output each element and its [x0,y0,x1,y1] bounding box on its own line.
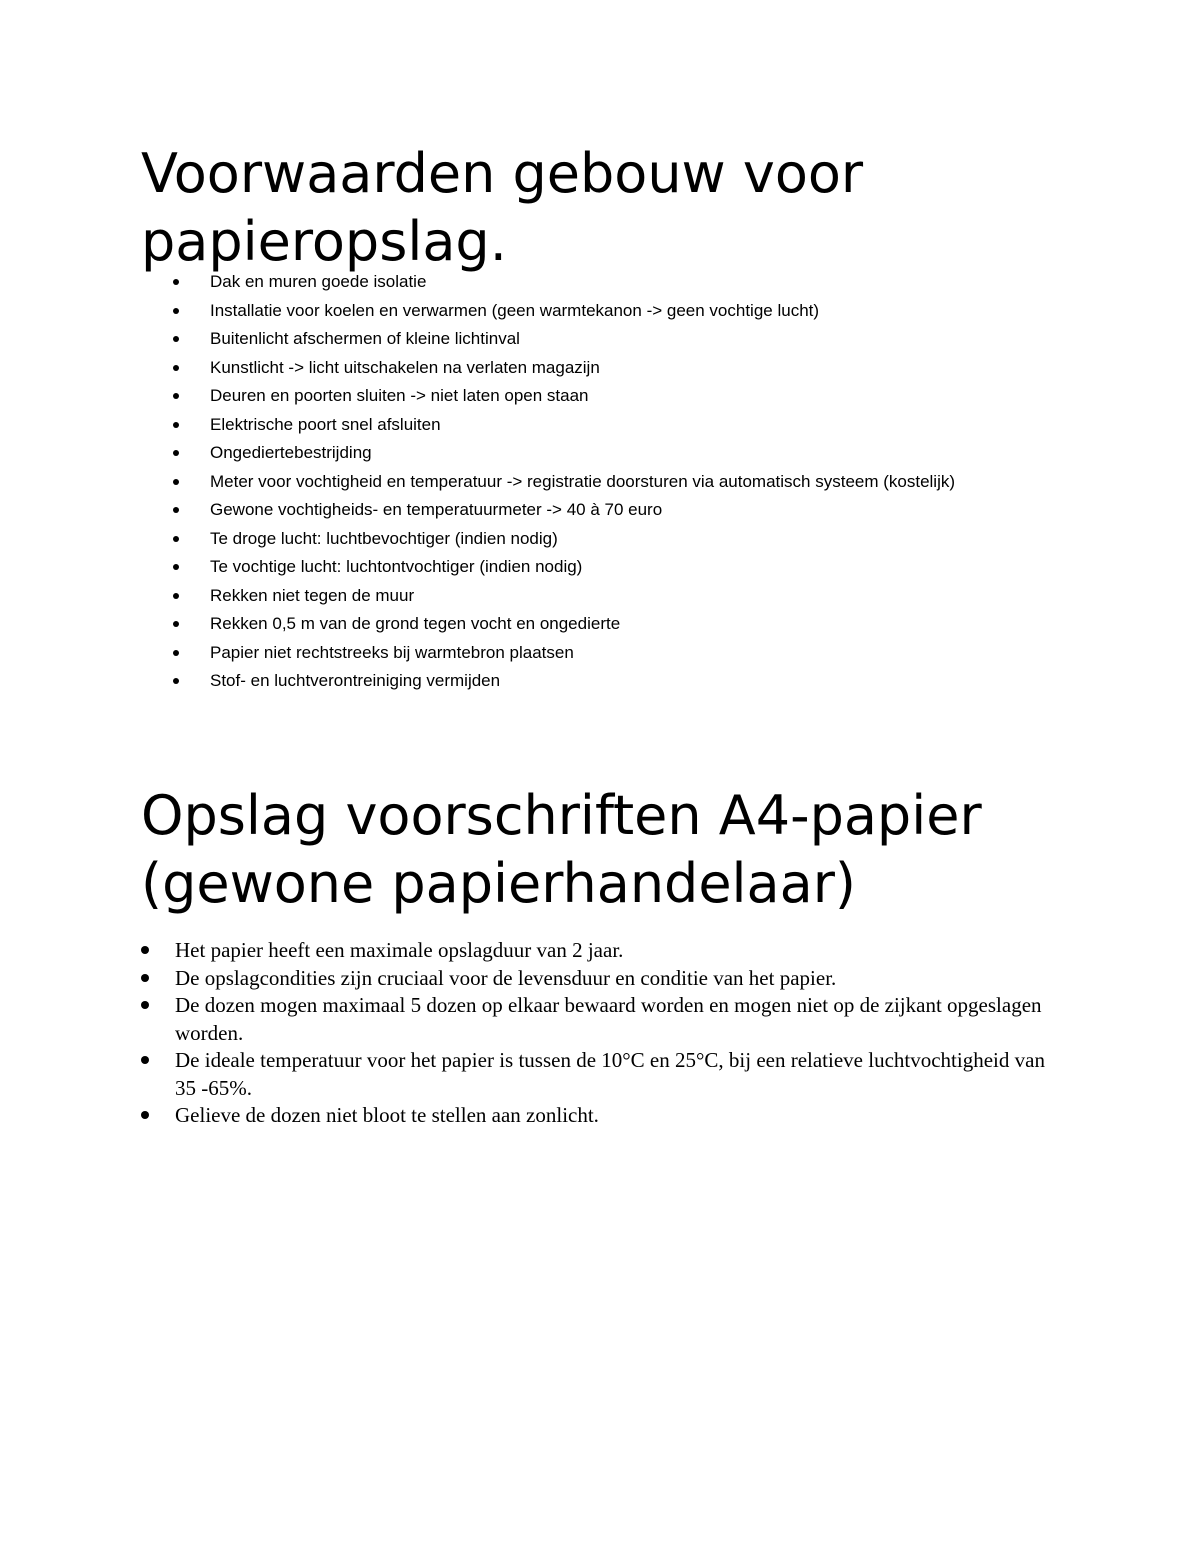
list-item [0,992,1060,1047]
bullet-icon [173,593,179,599]
list-item [0,1047,1060,1102]
list-item [0,439,1060,468]
list-item-text: Elektrische poort snel afsluiten [210,414,441,434]
section2-heading-line1: Opslag voorschriften A4-papier [141,784,982,847]
list-item-text: Kunstlicht -> licht uitschakelen na verlaten magazijn [210,357,600,377]
list-item-text: De opslagcondities zijn cruciaal voor de levensduur en conditie van het papier. [175,965,837,990]
section2-bullet-list [0,937,1060,1130]
list-item [0,553,1060,582]
list-item [0,325,1060,354]
list-item [0,382,1060,411]
section1-heading-line2: papieropslag. [141,210,507,273]
bullet-icon [173,678,179,684]
list-item [0,411,1060,440]
bullet-icon [173,450,179,456]
list-item-text: De ideale temperatuur voor het papier is tussen de 10°C en 25°C, bij een relatieve luchtvochtigheid van 35 -65%. [175,1048,1045,1100]
bullet-icon [173,621,179,627]
bullet-icon [173,564,179,570]
list-item-text: Te vochtige lucht: luchtontvochtiger (indien nodig) [210,557,583,576]
list-item [0,639,1060,668]
bullet-icon [141,1056,149,1064]
list-item-text: Papier niet rechtstreeks bij warmtebron plaatsen [210,642,574,662]
list-item-text: Rekken 0,5 m van de grond tegen vocht en ongedierte [210,614,621,633]
bullet-icon [173,650,179,656]
list-item-text: Rekken niet tegen de muur [210,585,415,605]
bullet-icon [173,308,179,314]
section1-bullet-list [0,268,1060,696]
list-item [0,268,1060,297]
list-item [0,582,1060,611]
bullet-icon [141,974,149,982]
list-item-text: Gelieve de dozen niet bloot te stellen aan zonlicht. [175,1103,599,1127]
list-item [0,667,1060,696]
section1-heading-line1: Voorwaarden gebouw voor [141,142,864,205]
list-item-text: Stof- en luchtverontreiniging vermijden [210,671,501,690]
list-item-text: De dozen mogen maximaal 5 dozen op elkaar bewaard worden en mogen niet op de zijkant opgeslagen worden. [175,993,1042,1045]
list-item-text: Het papier heeft een maximale opslagduur van 2 jaar. [175,938,624,962]
list-item [0,468,1060,497]
list-item-text: Gewone vochtigheids- en temperatuurmeter -> 40 à 70 euro [210,500,663,519]
list-item [0,610,1060,639]
bullet-icon [173,536,179,542]
list-item-text: Deuren en poorten sluiten -> niet laten open staan [210,386,589,405]
bullet-icon [173,279,179,285]
list-item [0,354,1060,383]
bullet-icon [173,336,179,342]
list-item [0,965,1060,993]
list-item-text: Dak en muren goede isolatie [210,272,427,291]
section1-heading [141,140,863,276]
bullet-icon [173,365,179,371]
section2-heading-line2: (gewone papierhandelaar) [141,852,856,915]
list-item [0,937,1060,965]
bullet-icon [141,1001,149,1009]
list-item [0,1102,1060,1130]
list-item [0,297,1060,326]
list-item [0,525,1060,554]
list-item-text: Te droge lucht: luchtbevochtiger (indien nodig) [210,528,558,548]
bullet-icon [173,393,179,399]
bullet-icon [173,479,179,485]
bullet-icon [173,422,179,428]
bullet-icon [141,1111,149,1119]
bullet-icon [141,946,149,954]
list-item-text: Installatie voor koelen en verwarmen (geen warmtekanon -> geen vochtige lucht) [210,300,820,320]
list-item-text: Meter voor vochtigheid en temperatuur -> registratie doorsturen via automatisch systeem (kostelijk) [210,471,956,491]
list-item-text: Ongediertebestrijding [210,443,372,462]
section2-heading [141,782,982,918]
list-item-text: Buitenlicht afschermen of kleine lichtinval [210,329,520,348]
bullet-icon [173,507,179,513]
list-item [0,496,1060,525]
